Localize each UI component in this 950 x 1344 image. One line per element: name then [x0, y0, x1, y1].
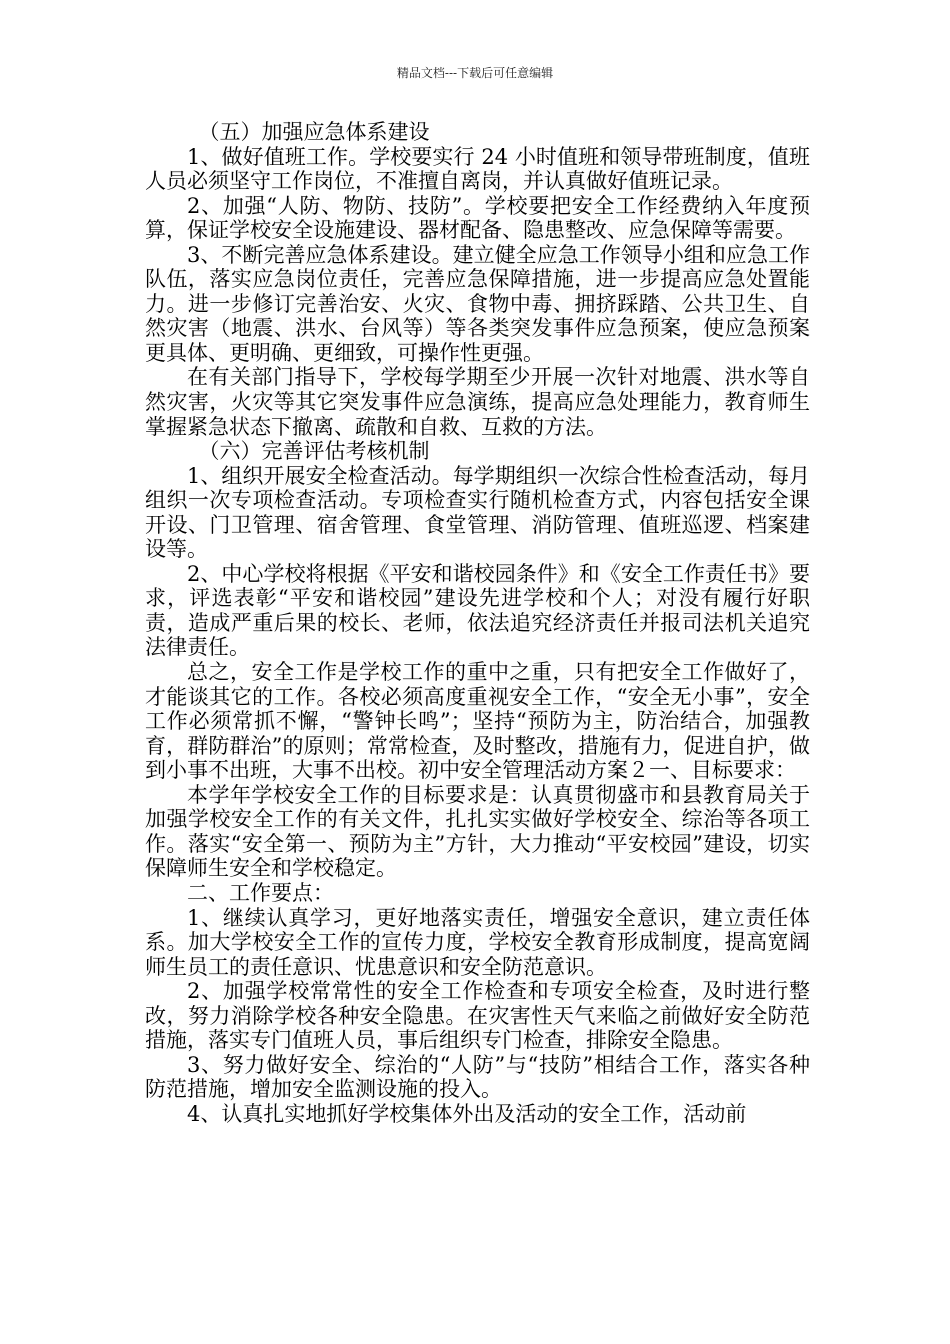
document-body	[145, 120, 810, 1126]
section-heading-6: （六）完善评估考核机制	[198, 439, 430, 464]
paragraph: 4、认真扎实地抓好学校集体外出及活动的安全工作，活动前	[187, 1101, 747, 1126]
paragraph: 在有关部门指导下，学校每学期至少开展一次针对地震、洪水等自然灾害，火灾等其它突发事件应急演练，提高应急处理能力，教育师生掌握紧急状态下撤离、疏散和自救、互救的方法。	[145, 365, 810, 439]
paragraph: 1、做好值班工作。学校要实行 24 小时值班和领导带班制度，值班人员必须坚守工作岗位，不准擅自离岗，并认真做好值班记录。	[145, 144, 810, 194]
paragraph: 3、不断完善应急体系建设。建立健全应急工作领导小组和应急工作队伍，落实应急岗位责任，完善应急保障措施，进一步提高应急处置能力。进一步修订完善治安、火灾、食物中毒、拥挤踩踏、公共卫生、自然灾害（地震、洪水、台风等）等各类突发事件应急预案，使应急预案更具体、更明确、更细致，可操作性更强。	[145, 242, 810, 365]
paragraph: 2、加强学校常常性的安全工作检查和专项安全检查，及时进行整改，努力消除学校各种安全隐患。在灾害性天气来临之前做好安全防范措施，落实专门值班人员，事后组织专门检查，排除安全隐患。	[145, 979, 810, 1053]
paragraph: 3、努力做好安全、综治的“人防”与“技防”相结合工作，落实各种防范措施，增加安全监测设施的投入。	[145, 1052, 810, 1102]
paragraph: 2、加强“人防、物防、技防”。学校要把安全工作经费纳入年度预算，保证学校安全设施建设、器材配备、隐患整改、应急保障等需要。	[145, 193, 810, 243]
section-heading-5: （五）加强应急体系建设	[198, 120, 430, 144]
paragraph: 本学年学校安全工作的目标要求是：认真贯彻盛市和县教育局关于加强学校安全工作的有关文件，扎扎实实做好学校安全、综治等各项工作。落实“安全第一、预防为主”方针，大力推动“平安校园”建设，切实保障师生安全和学校稳定。	[145, 782, 810, 881]
paragraph: 1、组织开展安全检查活动。每学期组织一次综合性检查活动，每月组织一次专项检查活动。专项检查实行随机检查方式，内容包括安全课开设、门卫管理、宿舍管理、食堂管理、消防管理、值班巡逻、档案建设等。	[145, 463, 810, 562]
paragraph: 总之，安全工作是学校工作的重中之重，只有把安全工作做好了，才能谈其它的工作。各校必须高度重视安全工作，“安全无小事”，安全工作必须常抓不懈，“警钟长鸣”；坚持“预防为主，防治结合，加强教育，群防群治”的原则；常常检查，及时整改，措施有力，促进自护，做到小事不出班，大事不出校。初中安全管理活动方案２一、目标要求：	[145, 660, 810, 783]
paragraph: 1、继续认真学习，更好地落实责任，增强安全意识，建立责任体系。加大学校安全工作的宣传力度，学校安全教育形成制度，提高宽阔师生员工的责任意识、忧患意识和安全防范意识。	[145, 905, 810, 979]
page-header: 精品文档---下载后可任意编辑	[396, 66, 554, 80]
paragraph: 2、中心学校将根据《平安和谐校园条件》和《安全工作责任书》要求，评选表彰“平安和谐校园”建设先进学校和个人；对没有履行好职责，造成严重后果的校长、老师，依法追究经济责任并报司法机关追究法律责任。	[145, 561, 810, 660]
paragraph: 二、工作要点：	[187, 880, 334, 905]
